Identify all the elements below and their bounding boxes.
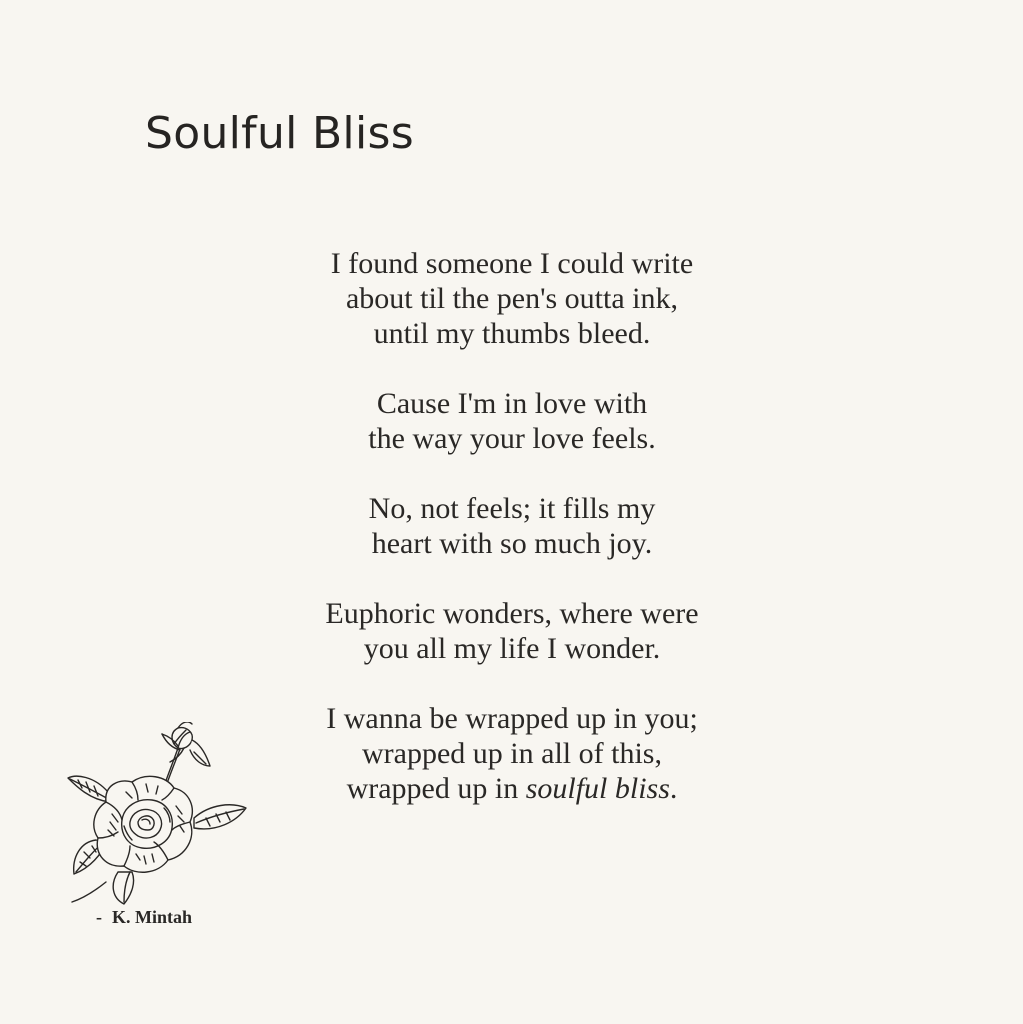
stanza-3 [262,491,762,561]
author-name: K. Mintah [112,907,193,927]
poem-line: No, not feels; it fills my [368,492,656,525]
poem-line: Euphoric wonders, where were [325,597,699,630]
poem-line: you all my life I wonder. [363,632,661,665]
page-title: Soulful Bliss [145,108,414,159]
final-line-prefix: wrapped up in [346,772,526,805]
stanza-5 [262,701,762,806]
author-signature [96,907,192,928]
stanza-1 [262,246,762,351]
poem-body [262,246,762,841]
poem-line: I wanna be wrapped up in you; [326,702,698,735]
poem-line: heart with so much joy. [371,527,653,560]
poem-line: Cause I'm in love with [376,387,648,420]
stanza-4 [262,596,762,666]
final-line-emphasis: soulful bliss [525,772,670,805]
poem-line: the way your love feels. [368,422,656,455]
rose-illustration-icon [66,722,248,908]
poem-final-line [262,771,762,806]
stanza-2 [262,386,762,456]
final-line-suffix: . [669,772,678,805]
poem-line: about til the pen's outta ink, [345,282,679,315]
signature-dash: - [96,907,102,927]
poem-line: wrapped up in all of this, [362,737,662,770]
poem-line: until my thumbs bleed. [373,317,651,350]
poem-line: I found someone I could write [330,247,694,280]
